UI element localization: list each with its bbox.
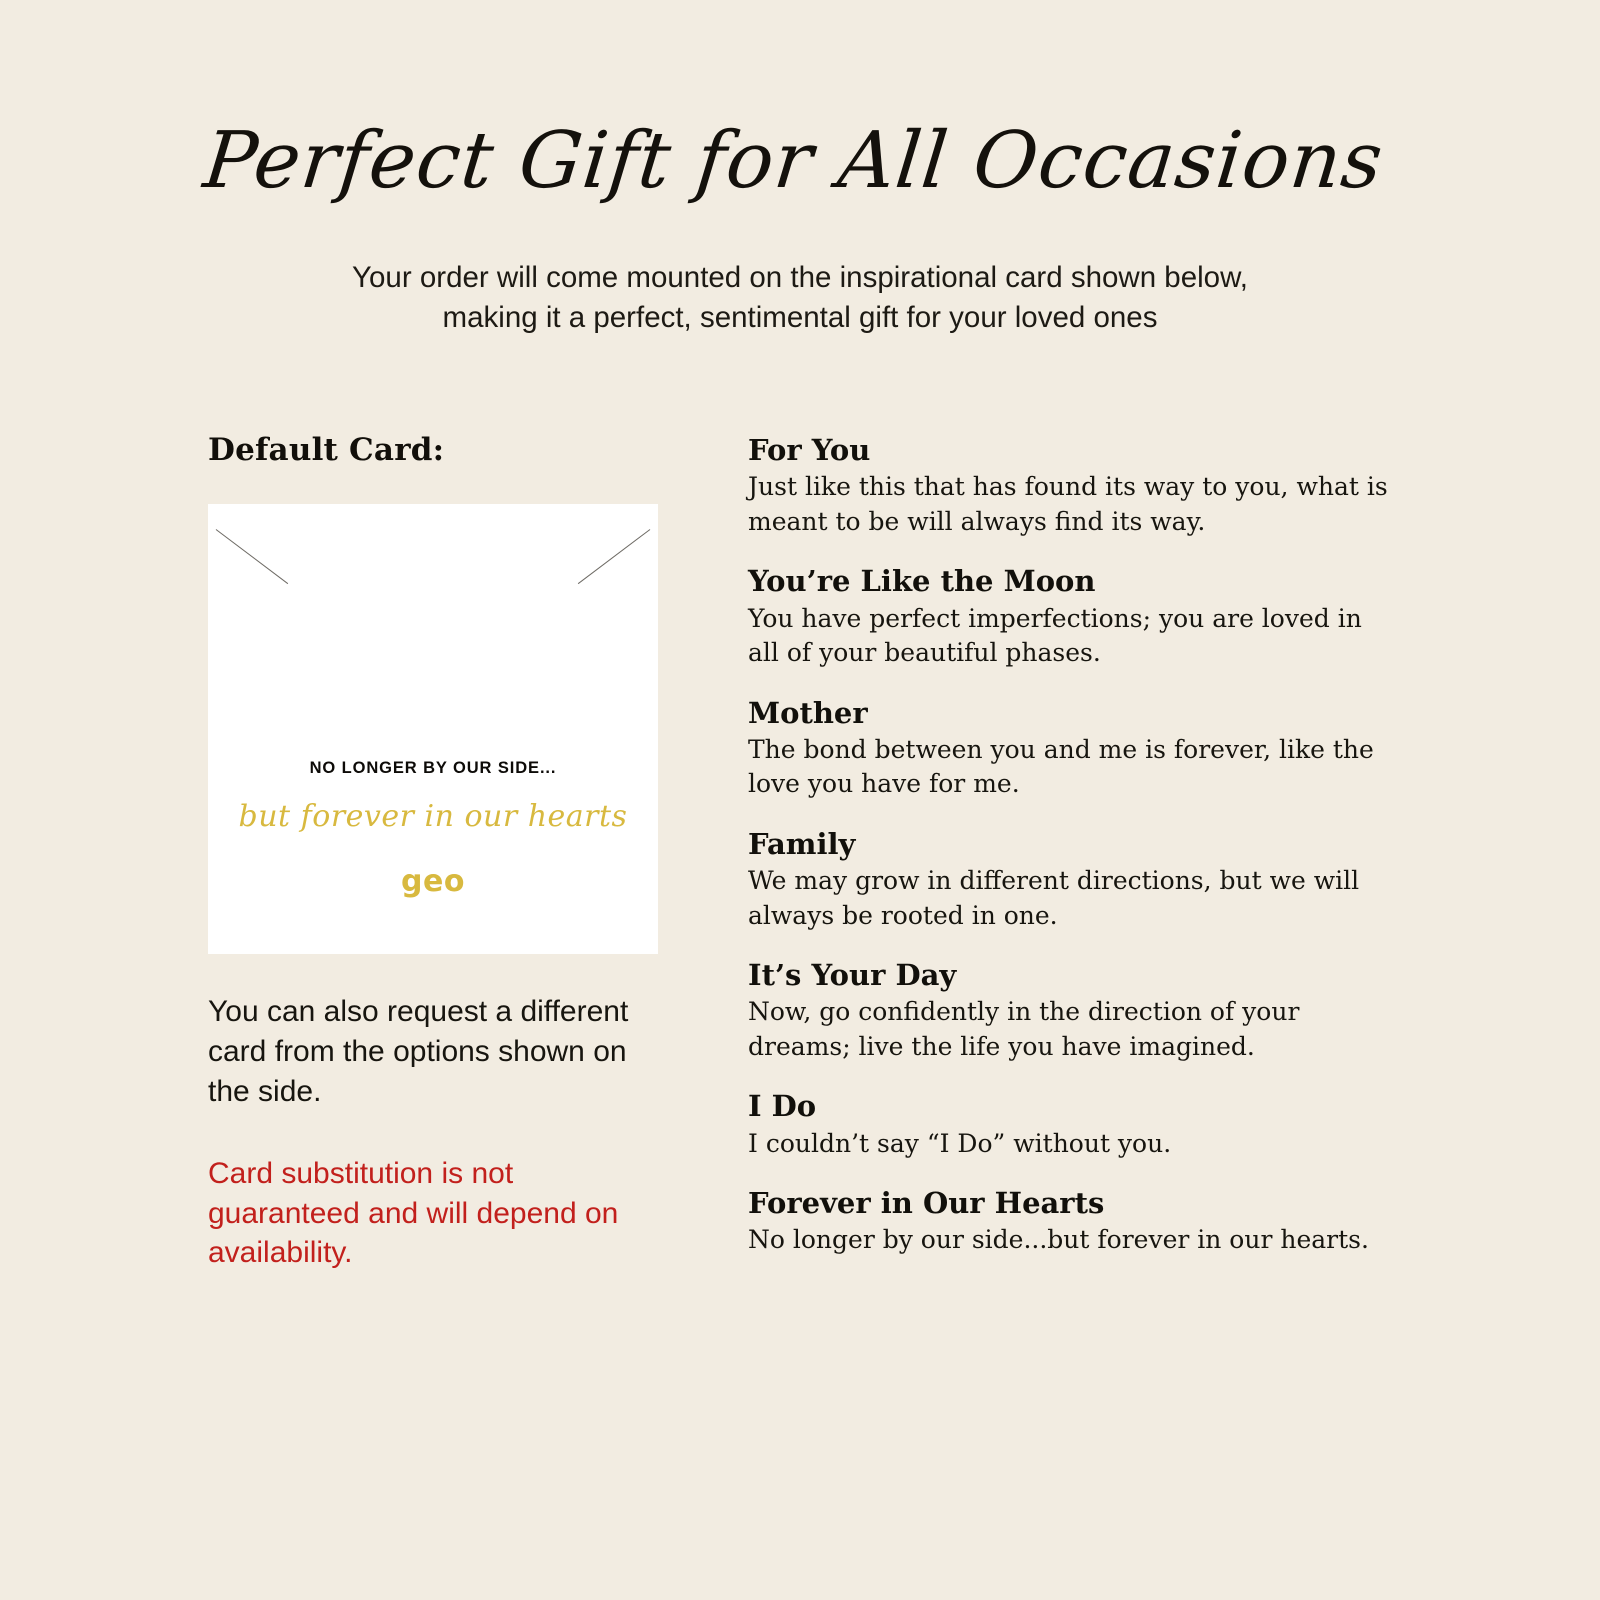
default-card-column [0,432,700,1273]
card-substitution-warning: Card substitution is not guaranteed and will depend on availability. [208,1156,619,1270]
option-title: It’s Your Day [748,958,957,992]
option-text: The bond between you and me is forever, like the love you have for me. [748,734,1374,799]
option-text: I couldn’t say “I Do” without you. [748,1128,1172,1158]
card-request-note: You can also request a different card from the options shown on the side. [208,995,629,1108]
page-subtitle-line-2: making it a perfect, sentimental gift for your loved ones [442,300,1158,334]
page-subtitle-line-1: Your order will come mounted on the inspirational card shown below, [352,261,1248,294]
option-title: Mother [748,695,868,730]
list-item [748,695,1600,802]
option-title: You’re Like the Moon [748,564,1096,599]
option-text: You have perfect imperfections; you are loved in all of your beautiful phases. [748,603,1362,667]
page-subtitle [0,200,1600,338]
default-card-preview [208,504,658,954]
card-options-column [700,432,1600,1282]
card-message-line-1: NO LONGER BY OUR SIDE... [309,759,557,777]
list-item [748,432,1600,539]
content-columns [0,432,1600,1282]
option-title: Forever in Our Hearts [748,1186,1105,1220]
option-text: We may grow in different directions, but we will always be rooted in one. [748,866,1360,930]
card-notch-right-icon [578,529,650,584]
card-notch-left-icon [216,529,288,584]
card-message-line-2: but forever in our hearts [238,799,628,834]
list-item [748,563,1600,670]
option-text: No longer by our side...but forever in our hearts. [748,1225,1369,1255]
option-title: Family [748,826,856,861]
card-brand-logo: geo [401,864,465,899]
list-item [748,1088,1600,1161]
option-text: Just like this that has found its way to you, what is meant to be will always find its way. [748,472,1388,536]
option-title: I Do [748,1089,817,1124]
default-card-heading: Default Card: [208,432,445,468]
page-title: Perfect Gift for All Occasions [199,116,1388,206]
list-item [748,826,1600,933]
option-title: For You [748,433,871,467]
option-text: Now, go confidently in the direction of your dreams; live the life you have imagined. [748,997,1300,1061]
list-item [748,1185,1600,1258]
list-item [748,957,1600,1064]
